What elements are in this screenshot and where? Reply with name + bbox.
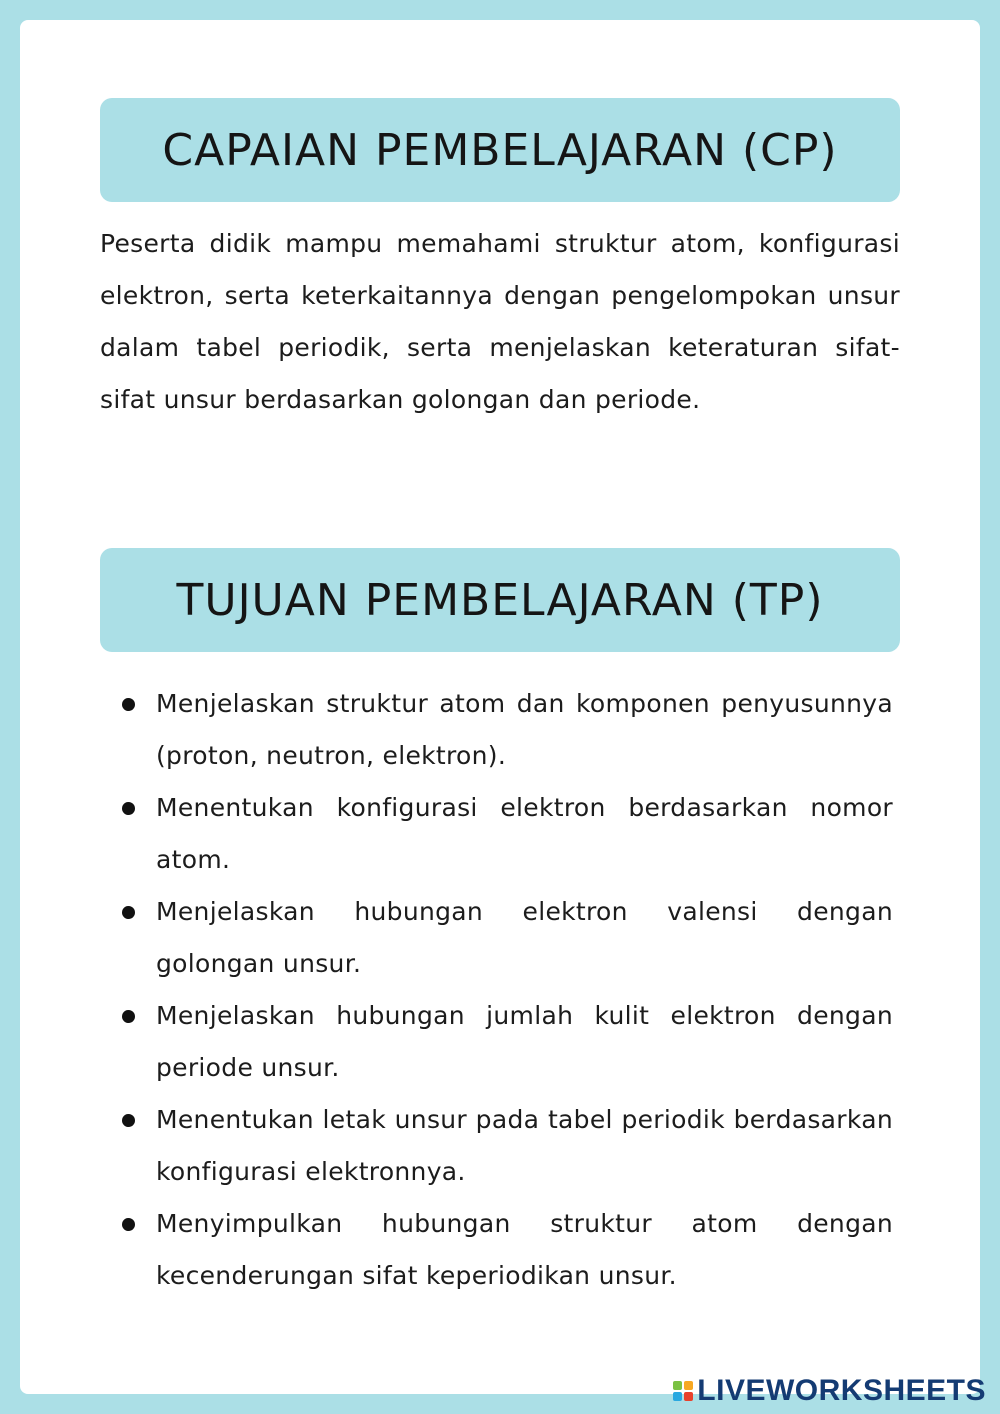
tp-item-text: Menjelaskan struktur atom dan komponen penyusunnya (proton, neutron, elektron). xyxy=(156,689,893,770)
tp-item-text: Menjelaskan hubungan jumlah kulit elektron dengan periode unsur. xyxy=(156,1001,893,1082)
tp-list xyxy=(120,678,893,1302)
mark-square xyxy=(684,1392,693,1401)
bullet-icon xyxy=(122,1218,135,1231)
tp-list-item xyxy=(120,1198,893,1302)
bullet-icon xyxy=(122,906,135,919)
tp-heading: TUJUAN PEMBELAJARAN (TP) xyxy=(176,574,824,626)
liveworksheets-logo[interactable] xyxy=(673,1374,986,1408)
liveworksheets-wordmark: LIVEWORKSHEETS xyxy=(697,1374,986,1407)
tp-list-item xyxy=(120,678,893,782)
mark-square xyxy=(673,1392,682,1401)
tp-list-item xyxy=(120,1094,893,1198)
tp-item-text: Menyimpulkan hubungan struktur atom dengan kecenderungan sifat keperiodikan unsur. xyxy=(156,1209,893,1290)
tp-list-item xyxy=(120,886,893,990)
cp-heading-box xyxy=(100,98,900,202)
worksheet-page xyxy=(20,20,980,1394)
bullet-icon xyxy=(122,1010,135,1023)
cp-heading: CAPAIAN PEMBELAJARAN (CP) xyxy=(162,124,838,176)
tp-list-item xyxy=(120,990,893,1094)
mark-square xyxy=(673,1381,682,1390)
tp-heading-box xyxy=(100,548,900,652)
bullet-icon xyxy=(122,1114,135,1127)
bullet-icon xyxy=(122,698,135,711)
tp-item-text: Menentukan letak unsur pada tabel periodik berdasarkan konfigurasi elektronnya. xyxy=(156,1105,893,1186)
mark-square xyxy=(684,1381,693,1390)
cp-paragraph: Peserta didik mampu memahami struktur atom, konfigurasi elektron, serta keterkaitannya dengan pengelompokan unsur dalam tabel periodik, serta menjelaskan keteraturan sifat-sifat unsur berdasarkan golongan dan periode. xyxy=(100,229,900,414)
tp-item-text: Menentukan konfigurasi elektron berdasarkan nomor atom. xyxy=(156,793,893,874)
bullet-icon xyxy=(122,802,135,815)
tp-item-text: Menjelaskan hubungan elektron valensi dengan golongan unsur. xyxy=(156,897,893,978)
liveworksheets-mark-icon xyxy=(673,1381,693,1401)
tp-list-item xyxy=(120,782,893,886)
